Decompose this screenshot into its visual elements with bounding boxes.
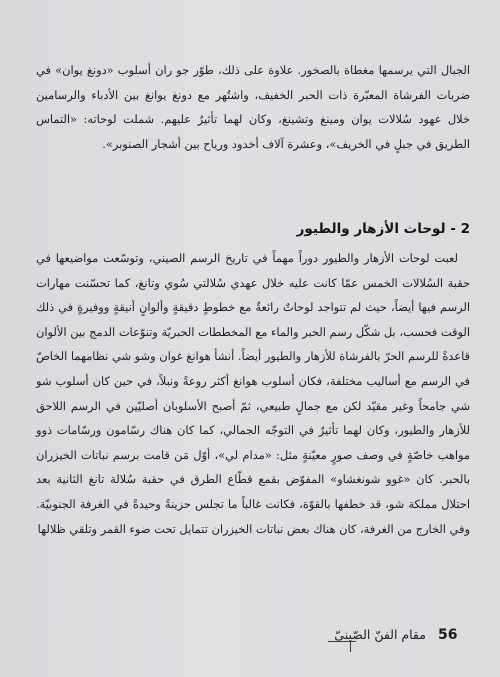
- body-paragraph-1: الجبال التي يرسمها مغطاة بالصخور. علاوة على ذلك، طوّر جو ران أسلوب «دونغ يوان» في ضربات الفرشاة المعبّرة ذات الحبر الخفيف، واشتُهر مع دونغ يوانغ بين الأدباء والرسامين خلال عهود سُلالات يوان ومينغ وتشينغ، وكان لهما تأثيرٌ عليهم. شملت لوحاته: «التماس الطريق في جبلٍ في الخريف»، وعشرة آلاف أخدود ورياح بين أشجار الصنوبر».: [36, 63, 470, 151]
- section-heading: 2 - لوحات الأزهار والطيور: [296, 221, 470, 237]
- footer-tick: [350, 642, 351, 652]
- running-title: مقام الفنّ الصّينيّ: [334, 627, 426, 642]
- footer-rule: [328, 641, 356, 642]
- body-paragraph-2: [36, 246, 470, 541]
- body-paragraph-2-text: لعبت لوحات الأزهار والطيور دوراً مهماً في تاريخ الرسم الصيني، وتوسّعت مواضيعها في حقبة السُلالات الخمس عمّا كانت عليه خلال عهدي سُلالتي سُوي وتانغ، كما تحسّنت مهارات الرسم فيها أيضاً، حيث لم تتواجد لوحاتٌ رائعةٌ مع خطوطٍ دقيقةٍ وألوانٍ أنيقةٍ ووفيرةٍ في ذلك الوقت فحسب، بل شكّل رسم الحبر والماء مع المخططات الحبريّة وتنوّعات الدمج بين الألوان قاعدةً للرسم الحرّ بالفرشاة للأزهار والطيور أيضاً. أنشأ هوانغ غوان وشو شي نظامهما الخاصّ في الرسم مع أساليب مختلفة، فكان أسلوب هوانغ أكثر روعةً ونبلاً، في حين كان أسلوب شو شي جامحاً وغير مقيّد لكن مع جمالٍ طبيعي، ثمّ أصبح الأسلوبان أصليّين في الرسم اللاحق للأزهار والطيور، وكان لهما تأثيرٌ في التوجّه الجمالي، كما كان هناك رسّامون ورسّامات ذوو مواهب خاصّةٍ في وصف صورٍ معيّنةٍ مثل: «مدام لي»، أوّل مَن قامت برسم نباتات الخيزران بالحبر. كان «غوو شونغشاو» المفوّض بقمع قطّاع الطرق في حقبة سُلالة تانغ الثانية بعد احتلال مملكة شو، قد خطفها بالقوّة، فكانت غالباً ما تجلس حزينةً وحيدةً في الغرفة الجنوبيّة. وفي الخارج من الغرفة، كان هناك بعض نباتات الخيزران تتمايل تحت ضوء القمر وتلقي ظلالها: [36, 251, 470, 536]
- page-number: 56: [438, 627, 458, 643]
